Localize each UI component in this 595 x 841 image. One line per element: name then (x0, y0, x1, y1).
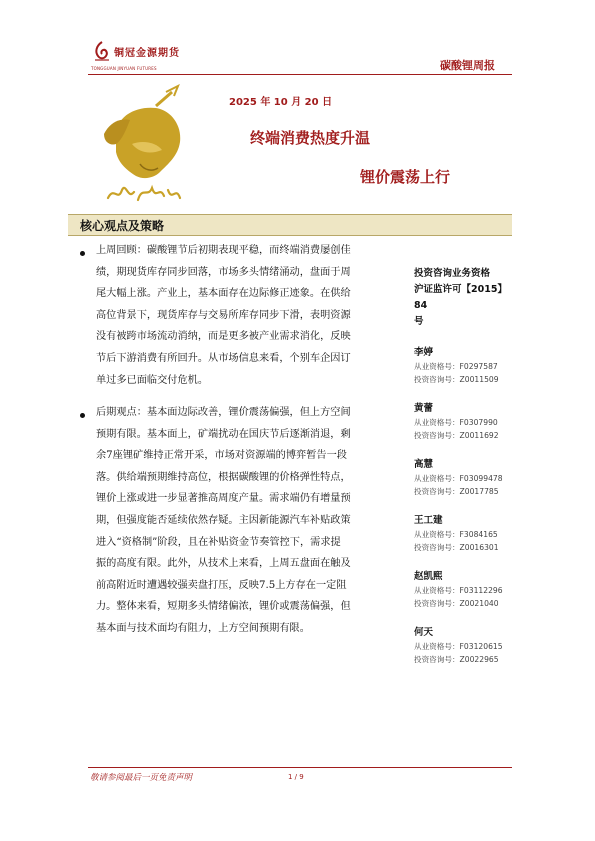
paragraph-line: 余7座锂矿维持正常开采，市场对资源端的博弈暂告一段 (96, 450, 347, 462)
paragraph-line: 前高附近时遭遇较强卖盘打压，反映7.5上方存在一定阻 (96, 579, 347, 591)
paragraph-line: 预期有限。基本面上，矿端扰动在国庆节后逐渐消退，剩 (96, 428, 351, 440)
analyst-cert: 从业资格号：F0307990 (414, 418, 498, 427)
analyst-block (414, 456, 514, 498)
paragraph-line: 绩，期现货库存同步回落，市场多头情绪涌动，盘面于周 (96, 266, 351, 278)
analyst-name: 高慧 (414, 459, 434, 470)
analyst-name: 李婷 (414, 347, 434, 358)
paragraph-line: 高位背景下，现货库存与交易所库存同步下滑，表明资源 (96, 309, 351, 321)
bullet-marker (80, 413, 85, 418)
footer-disclaimer: 敬请参阅最后一页免责声明 (90, 773, 193, 783)
brand-name: 铜冠金源期货 (114, 48, 180, 59)
analyst-cert: 从业资格号：F3084165 (414, 530, 498, 539)
report-type: 碳酸锂周报 (440, 59, 495, 72)
analyst-cert: 投资咨询号：Z0011509 (414, 374, 499, 384)
paragraph-line: 尾大幅上涨。产业上，基本面存在边际修正迹象。在供给 (96, 288, 351, 300)
footer-rule (88, 767, 512, 768)
bullet-marker (80, 251, 85, 256)
qualification-line: 号 (414, 316, 424, 327)
analyst-cert: 投资咨询号：Z0017785 (414, 486, 499, 496)
analyst-block (414, 512, 514, 554)
section-title: 核心观点及策略 (80, 219, 165, 233)
header (0, 0, 595, 80)
qualification-line: 沪证监许可【2015】84 (414, 284, 507, 311)
sidebar (414, 266, 514, 666)
analyst-cert: 从业资格号：F03099478 (414, 474, 503, 483)
analyst-cert: 投资咨询号：Z0011692 (414, 430, 499, 440)
header-rule (88, 74, 512, 75)
paragraph-line: 没有被跨市场流动消纳，而是更多被产业需求消化，反映 (96, 331, 351, 343)
paragraph-line: 力。整体来看，短期多头情绪偏浓，锂价或震荡偏强，但 (96, 601, 351, 613)
paragraph-line: 上周回顾：碳酸锂节后初期表现平稳，而终端消费屡创佳 (96, 245, 351, 256)
paragraph-line: 单过多已面临交付危机。 (96, 374, 209, 386)
qualification-line: 投资咨询业务资格 (414, 268, 491, 279)
report-date: 2025 年 10 月 20 日 (229, 97, 333, 108)
paragraph-line: 节后下游消费有所回升。从市场信息来看，个别车企因订 (96, 352, 351, 364)
analyst-block (414, 344, 514, 386)
analyst-name: 何天 (414, 627, 434, 638)
paragraph-line: 进入“资格制”阶段，且在补贴资金节奏管控下，需求提 (96, 536, 341, 548)
analyst-cert: 从业资格号：F03112296 (414, 586, 503, 595)
analyst-block (414, 568, 514, 610)
analyst-cert: 投资咨询号：Z0022965 (414, 654, 499, 664)
paragraph-review (96, 240, 396, 391)
analyst-name: 黄蕾 (414, 403, 434, 414)
paragraph-line: 期，但强度能否延续依然存疑。主因新能源汽车补贴政策 (96, 514, 351, 526)
analyst-cert: 投资咨询号：Z0021040 (414, 598, 499, 608)
headline-primary: 终端消费热度升温 (250, 129, 371, 147)
headline-secondary: 锂价震荡上行 (360, 168, 451, 186)
analyst-cert: 从业资格号：F03120615 (414, 642, 503, 651)
brand-subtitle: TONGGUAN JINYUAN FUTURES (91, 66, 157, 71)
analyst-block (414, 400, 514, 442)
paragraph-line: 落。供给端预期维持高位，根据碳酸锂的价格弹性特点， (96, 471, 351, 483)
analyst-cert: 从业资格号：F0297587 (414, 362, 498, 371)
emblem-signature (104, 180, 184, 206)
page-number: 1 / 9 (288, 773, 304, 781)
analyst-block (414, 624, 514, 666)
analyst-name: 王工建 (414, 515, 443, 526)
paragraph-line: 锂价上涨或进一步显著推高周度产量。需求端仍有增量预 (96, 493, 351, 505)
brand-logo-icon (92, 40, 112, 64)
paragraph-line: 基本面与技术面均有阻力，上方空间预期有限。 (96, 622, 310, 634)
analyst-name: 赵凯熙 (414, 571, 443, 582)
paragraph-line: 后期观点：基本面边际改善，锂价震荡偏强，但上方空间 (96, 407, 351, 418)
paragraph-line: 振的高度有限。此外，从技术上来看，上周五盘面在触及 (96, 558, 351, 570)
analyst-cert: 投资咨询号：Z0016301 (414, 542, 499, 552)
paragraph-outlook (96, 402, 396, 640)
